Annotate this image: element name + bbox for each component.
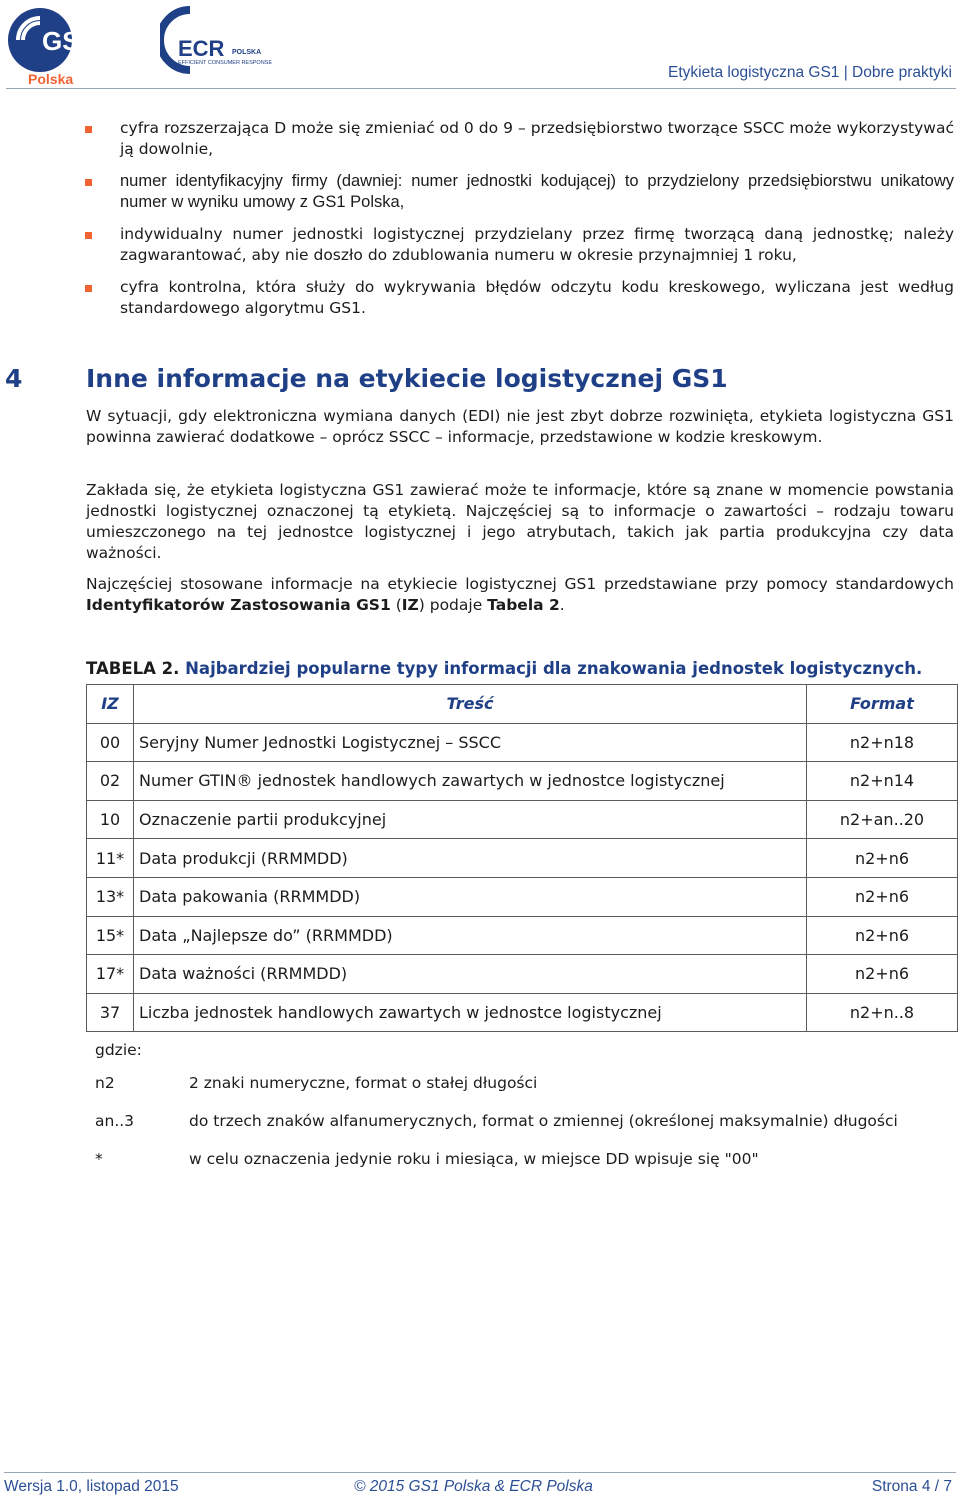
section-number: 4 (5, 364, 23, 393)
application-identifiers-table (86, 684, 958, 1032)
column-header-tresc: Treść (134, 685, 807, 724)
legend-heading: gdzie: (95, 1041, 142, 1059)
svg-text:POLSKA: POLSKA (232, 49, 262, 56)
table-row: 15* Data „Najlepsze do” (RRMMDD) n2+n6 (87, 916, 958, 955)
footer-copyright: © 2015 GS1 Polska & ECR Polska (354, 1478, 593, 1495)
footer-divider (4, 1472, 956, 1473)
section-title: Inne informacje na etykiecie logistycznej GS1 (86, 364, 728, 393)
table-row: 17* Data ważności (RRMMDD) n2+n6 (87, 955, 958, 994)
legend-item: n2 2 znaki numeryczne, format o stałej długości (95, 1074, 538, 1092)
footer-page-number: Strona 4 / 7 (871, 1478, 952, 1495)
paragraph: Zakłada się, że etykieta logistyczna GS1 zawierać może te informacje, które są znane w momencie powstania jednostki logistycznej oznaczonej tą etykietą. Najczęściej są to informacje o zawartości – rodzaju towaru umieszczonego na tej jednostce logistycznej i jego atrybutach, takich jak partia produkcyjna czy data ważności. (86, 481, 954, 562)
svg-text:EFFICIENT CONSUMER RESPONSE: EFFICIENT CONSUMER RESPONSE (178, 60, 273, 66)
table-caption: TABELA 2. Najbardziej popularne typy informacji dla znakowania jednostek logistycznych. (86, 659, 923, 678)
legend-item: an..3 do trzech znaków alfanumerycznych, format o zmiennej (określonej maksymalnie) długości (95, 1112, 898, 1130)
bullet-square-icon (85, 179, 92, 186)
paragraph: Najczęściej stosowane informacje na etykiecie logistycznej GS1 przedstawiane przy pomocy standardowych Identyfikatorów Zastosowania GS1 (IZ) podaje Tabela 2. (86, 575, 954, 614)
column-header-iz: IZ (87, 685, 134, 724)
ecr-polska-logo (160, 4, 290, 82)
header-divider (6, 88, 956, 89)
table-header-row (87, 685, 958, 724)
list-item: indywidualny numer jednostki logistycznej przydzielany przez firmę tworzącą daną jednostkę; należy zagwarantować, aby nie doszło do zdublowania numeru w okresie przynajmniej 1 roku, (84, 224, 954, 266)
table-row: 13* Data pakowania (RRMMDD) n2+n6 (87, 877, 958, 916)
svg-text:GS1: GS1 (42, 26, 95, 56)
table-row: 00 Seryjny Numer Jednostki Logistycznej – SSCC n2+n18 (87, 723, 958, 762)
bullet-square-icon (85, 126, 92, 133)
gs1-polska-logo (6, 4, 102, 86)
bullet-list (84, 118, 954, 330)
table-row: 02 Numer GTIN® jednostek handlowych zawartych w jednostce logistycznej n2+n14 (87, 762, 958, 801)
table-legend (95, 1040, 955, 1187)
list-item: cyfra kontrolna, która służy do wykrywania błędów odczytu kodu kreskowego, wyliczana jest według standardowego algorytmu GS1. (84, 277, 954, 319)
svg-text:ECR: ECR (178, 36, 225, 61)
list-item: numer identyfikacyjny firmy (dawniej: numer jednostki kodującej) to przydzielony przedsiębiorstwu unikatowy numer w wyniku umowy z GS1 Polska, (84, 171, 954, 213)
table-row: 10 Oznaczenie partii produkcyjnej n2+an..20 (87, 800, 958, 839)
legend-item: * w celu oznaczenia jedynie roku i miesiąca, w miejsce DD wpisuje się "00" (95, 1150, 759, 1168)
bullet-square-icon (85, 232, 92, 239)
bullet-square-icon (85, 285, 92, 292)
column-header-format: Format (807, 685, 958, 724)
table-row: 11* Data produkcji (RRMMDD) n2+n6 (87, 839, 958, 878)
paragraph: W sytuacji, gdy elektroniczna wymiana danych (EDI) nie jest zbyt dobrze rozwinięta, etykieta logistyczna GS1 powinna zawierać dodatkowe – oprócz SSCC – informacje, przedstawione w kodzie kreskowym. (86, 407, 954, 446)
footer-version: Wersja 1.0, listopad 2015 (4, 1478, 179, 1495)
svg-text:Polska: Polska (28, 71, 74, 86)
document-title: Etykieta logistyczna GS1 | Dobre praktyki (667, 64, 952, 81)
table-row: 37 Liczba jednostek handlowych zawartych w jednostce logistycznej n2+n..8 (87, 993, 958, 1032)
list-item: cyfra rozszerzająca D może się zmieniać od 0 do 9 – przedsiębiorstwo tworzące SSCC może wykorzystywać ją dowolnie, (84, 118, 954, 160)
